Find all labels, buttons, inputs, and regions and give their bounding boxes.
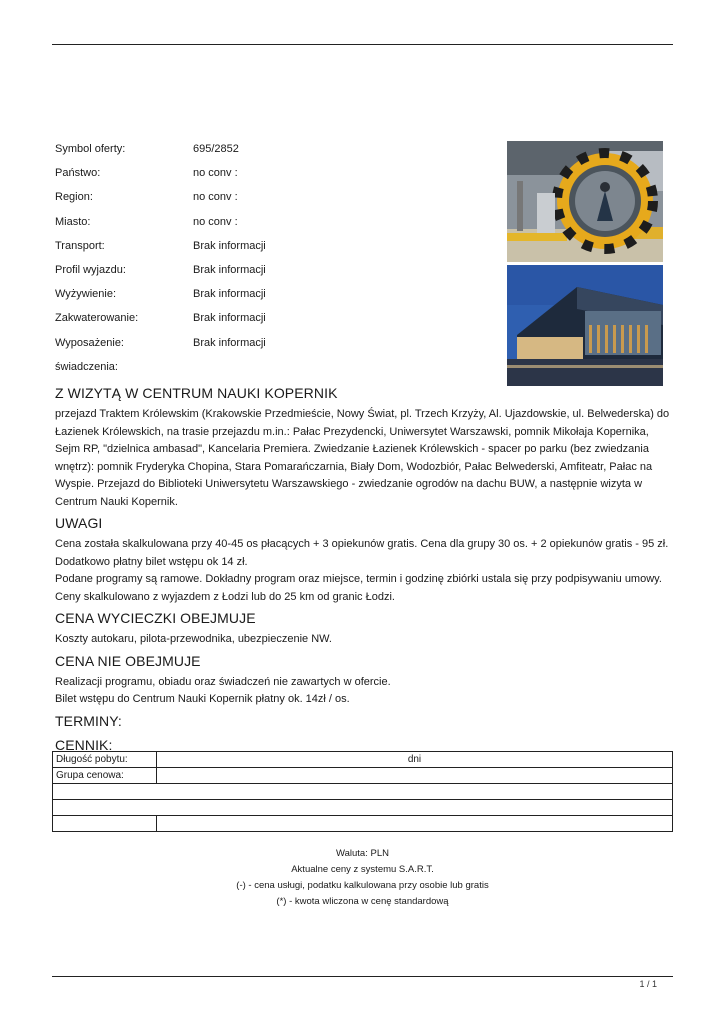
cennik-heading: CENNIK: xyxy=(55,736,113,753)
info-value: Brak informacji xyxy=(193,288,266,301)
table-cell-empty xyxy=(157,816,673,832)
info-label: świadczenia: xyxy=(55,360,118,373)
uwagi-heading: UWAGI xyxy=(55,515,103,531)
info-label: Region: xyxy=(55,191,93,204)
includes-text: Koszty autokaru, pilota-przewodnika, ubezpieczenie NW. xyxy=(55,633,332,645)
program-heading: Z WIZYTĄ W CENTRUM NAUKI KOPERNIK xyxy=(55,385,338,401)
table-cell-value xyxy=(157,768,673,784)
page-number: 1 / 1 xyxy=(639,979,657,989)
includes-heading: CENA WYCIECZKI OBEJMUJE xyxy=(55,610,256,626)
uwagi-line: Cena została skalkulowana przy 40-45 os płacących + 3 opiekunów gratis. Cena dla grupy 30 os. + 2 opiekunów gratis - 95 zł. Dodatkowo płatny bilet wstępu ok 14 zł. xyxy=(55,538,669,568)
excludes-line: Realizacji programu, obiadu oraz świadczeń nie zawartych w ofercie. xyxy=(55,675,391,688)
table-cell-empty xyxy=(53,800,673,816)
info-row-transport xyxy=(55,238,495,262)
info-label: Zakwaterowanie: xyxy=(55,312,139,325)
uwagi-line: Ceny skalkulowano z wyjazdem z Łodzi lub do 25 km od granic Łodzi. xyxy=(55,590,395,603)
info-row-country xyxy=(55,165,495,189)
table-row xyxy=(53,784,673,800)
info-label: Profil wyjazdu: xyxy=(55,263,126,276)
currency-note: Waluta: PLN xyxy=(336,848,389,859)
source-note: Aktualne ceny z systemu S.A.R.T. xyxy=(291,864,434,875)
header-rule xyxy=(52,44,673,45)
offer-description xyxy=(55,384,675,758)
table-cell-empty xyxy=(53,784,673,800)
info-value: no conv : xyxy=(193,167,238,180)
info-value xyxy=(193,359,495,383)
table-cell-label: Długość pobytu: xyxy=(53,752,157,768)
excludes-line: Bilet wstępu do Centrum Nauki Kopernik płatny ok. 14zł / os. xyxy=(55,693,350,705)
excludes-heading: CENA NIE OBEJMUJE xyxy=(55,652,201,669)
info-row-services xyxy=(55,359,495,383)
footer-rule xyxy=(52,976,673,977)
table-row xyxy=(53,800,673,816)
table-row xyxy=(53,816,673,832)
table-row xyxy=(53,752,673,768)
info-row-city xyxy=(55,214,495,238)
info-value: no conv : xyxy=(193,215,238,228)
science-center-exhibit-photo xyxy=(507,141,663,262)
info-row-accommodation xyxy=(55,310,495,334)
info-row-profile xyxy=(55,262,495,286)
info-row-meals xyxy=(55,286,495,310)
terminy-heading: TERMINY: xyxy=(55,712,122,729)
info-value: 695/2852 xyxy=(193,143,239,155)
info-label: Wyżywienie: xyxy=(55,288,117,301)
legend-note: (-) - cena usługi, podatku kalkulowana przy osobie lub gratis xyxy=(236,880,489,891)
program-text: przejazd Traktem Królewskim (Krakowskie Przedmieście, Nowy Świat, pl. Trzech Krzyży, Al. Ujazdowskie, ul. Belwederska) do Łazienek Królewskich, na trasie przejazdu m.in.: Pałac Prezydencki, Uniwersytet Warszawski, pomnik Mikołaja Kopernika, Sejm RP, "dzielnica ambasad", Kancelaria Premiera. Zwiedzanie Łazienek Królewskich - spacer po parku (bez zwiedzania wnętrz): pomnik Fryderyka Chopina, Stara Pomarańczarnia, Biały Dom, Wodozbiór, Pałac Belwederski, Amfiteatr, Pałac na Wyspie. Przejazd do Biblioteki Uniwersytetu Warszawskiego - zwiedzanie ogrodów na dachu BUW, a następnie wizyta w Centrum Nauki Kopernik. xyxy=(55,408,670,508)
offer-info-list xyxy=(55,141,495,383)
table-cell-label: Grupa cenowa: xyxy=(53,768,157,784)
uwagi-line: Podane programy są ramowe. Dokładny program oraz miejsce, termin i godzinę zbiórki ustala się przy podpisywaniu umowy. xyxy=(55,573,662,585)
info-value: Brak informacji xyxy=(193,336,266,349)
table-row xyxy=(53,768,673,784)
info-value: Brak informacji xyxy=(193,239,266,252)
info-label: Transport: xyxy=(55,239,105,252)
table-cell-value: dni xyxy=(157,752,673,768)
info-value: Brak informacji xyxy=(193,312,266,325)
info-row-region xyxy=(55,189,495,213)
info-row-symbol xyxy=(55,141,495,165)
table-cell-empty xyxy=(53,816,157,832)
science-center-building-photo xyxy=(507,265,663,386)
info-label: Miasto: xyxy=(55,215,91,228)
info-label: Symbol oferty: xyxy=(55,143,126,155)
info-label: Wyposażenie: xyxy=(55,336,124,349)
legend-note: (*) - kwota wliczona w cenę standardową xyxy=(276,896,449,907)
info-label: Państwo: xyxy=(55,167,101,180)
info-value: Brak informacji xyxy=(193,263,266,276)
price-table xyxy=(52,751,673,832)
price-notes xyxy=(0,846,725,910)
info-row-equipment xyxy=(55,335,495,359)
info-value: no conv : xyxy=(193,191,238,204)
